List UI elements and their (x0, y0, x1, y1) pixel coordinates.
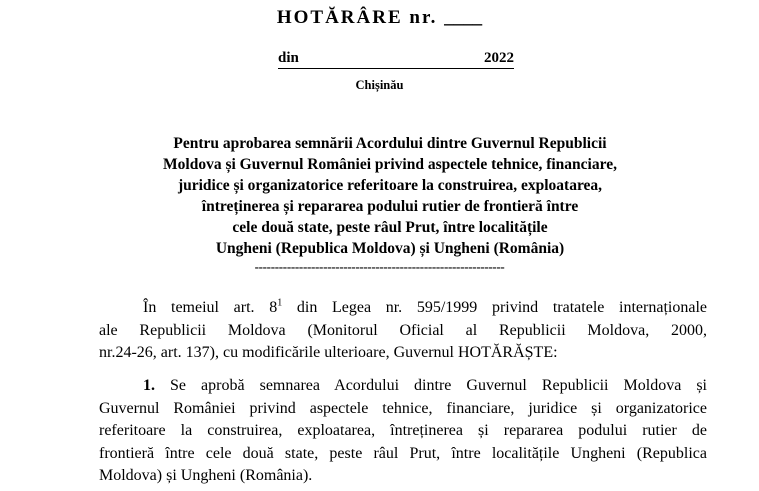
title-text: HOTĂRÂRE nr. (276, 7, 438, 28)
date-prefix: din (278, 50, 299, 66)
document-title (0, 4, 759, 32)
preamble-line-2: ale Republicii Moldova (Monitorul Oficial al Republicii Moldova, 2000, (99, 321, 707, 339)
preamble-paragraph (99, 297, 707, 365)
title-number-blank: ____ (444, 7, 483, 28)
subject-line: Ungheni (Republica Moldova) și Ungheni (România) (215, 240, 565, 257)
subject-line: întreținerea și repararea podului rutier de frontieră între (201, 198, 579, 215)
article-1-line-4: frontieră între cele două state, peste râul Prut, între localitățile Ungheni (Republica (99, 444, 707, 462)
subject-line: juridice și organizatorice referitoare la construirea, exploatarea, (177, 177, 603, 194)
article-superscript: 1 (277, 297, 283, 309)
subject-line: cele două state, peste râul Prut, între localitățile (232, 219, 548, 236)
article-1-line-1 (99, 375, 707, 398)
preamble-text: din Legea nr. 595/1999 privind tratatele internaționale (282, 299, 708, 316)
date-line (278, 48, 514, 69)
article-1-line-3: referitoare la construirea, exploatarea, întreținerea și repararea podului rutier de (99, 422, 707, 439)
article-1-paragraph (99, 375, 707, 488)
separator-line: -------------------------------------------------------------- (254, 259, 505, 274)
subject-line: Pentru aprobarea semnării Acordului dintre Guvernul Republicii (173, 135, 607, 152)
date-year: 2022 (484, 50, 514, 66)
article-1-line-2: Guvernul României privind aspectele tehnice, financiare, juridice și organizatorice (99, 399, 707, 417)
place-label: Chișinău (355, 78, 404, 92)
preamble-text: În temeiul art. 8 (143, 299, 278, 316)
article-1-line-5: Moldova) și Ungheni (România). (99, 467, 313, 484)
article-text: Se aprobă semnarea Acordului dintre Guvernul Republicii Moldova și (155, 377, 707, 394)
subject-line: Moldova și Guvernul României privind aspectele tehnice, financiare, (163, 156, 617, 173)
preamble-line-3: nr.24-26, art. 137), cu modificările ulterioare, Guvernul HOTĂRĂȘTE: (99, 344, 558, 361)
decision-subject (100, 133, 680, 259)
preamble-line-1 (99, 297, 707, 320)
article-number: 1. (143, 377, 155, 394)
